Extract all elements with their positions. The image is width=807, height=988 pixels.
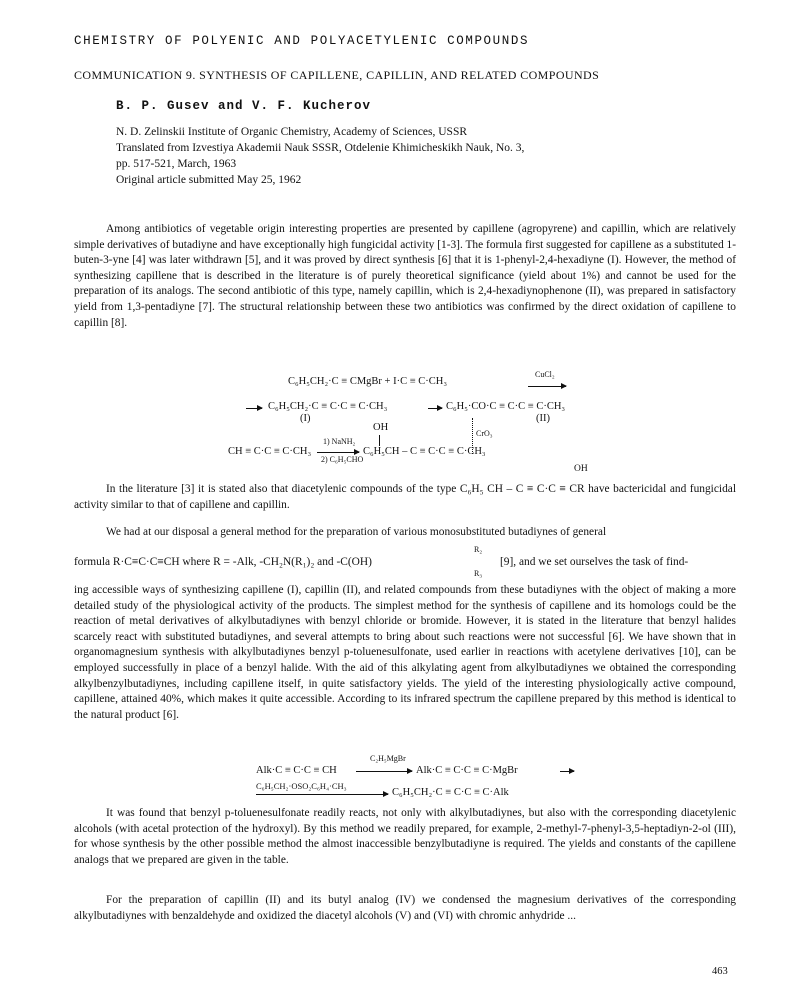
affiliation-line: N. D. Zelinskii Institute of Organic Chemistry, Academy of Sciences, USSR xyxy=(116,126,468,138)
page-number: 463 xyxy=(712,966,728,977)
scheme2-arrow-2 xyxy=(560,771,574,772)
paragraph-literature-a: In the literature [3] it is stated also that diacetylenic compounds of the type xyxy=(106,483,457,495)
scheme1-alcohol: C₆H₅CH – C ≡ C·C ≡ C·CH₃ xyxy=(363,446,486,457)
scheme1-arrow-1 xyxy=(528,386,566,387)
scheme1-reagent-nanh2: 1) NaNH₂ xyxy=(323,437,356,446)
paragraph-alcohols: It was found that benzyl p-toluenesulfonate readily reacts, not only with alkylbutadiynes, but also with the corresponding diacetylenic alcohols (with acetal protection of the hydroxyl). By this method we readily prepared, for example, 2-methyl-7-phenyl-3,5-heptadiyn-2-ol (III), for whose synthesis by the other possible method the almost inaccessible benzylbutadiyne is required. The yields and constants of the capillene analogs that we prepared are given in the table. xyxy=(74,807,736,866)
paragraph-capillin: For the preparation of capillin (II) and its butyl analog (IV) we condensed the magnesium derivatives of the corresponding alkylbutadiynes with benzaldehyde and oxidized the diacetyl alcohols (V) and (VI) with chromic anhydride ... xyxy=(74,894,736,922)
scheme2-product: C₆H₅CH₂·C ≡ C·C ≡ C·Alk xyxy=(392,787,509,798)
scheme1-capillin: C₆H₅·CO·C ≡ C·C ≡ C·CH₃ xyxy=(446,401,566,412)
pages-date: pp. 517-521, March, 1963 xyxy=(116,158,237,170)
paragraph-literature-b: have bactericidal and fungicidal activity similar to that of capillene and capillin. xyxy=(74,483,736,511)
scheme2-magnesium-derivative: Alk·C ≡ C·C ≡ C·MgBr xyxy=(416,765,518,776)
scheme1-oh: OH xyxy=(373,422,389,433)
oh-bond xyxy=(379,435,380,446)
translation-note: Translated from Izvestiya Akademii Nauk SSSR, Otdelenie Khimicheskikh Nauk, No. 3, xyxy=(116,142,525,154)
compound-label-II: (II) xyxy=(536,413,550,424)
scheme2-arrow-1 xyxy=(356,771,412,772)
substituent-r3: R₃ xyxy=(474,569,483,578)
scheme2-alkylbutadiyne: Alk·C ≡ C·C ≡ CH xyxy=(256,765,337,776)
substituent-r2: R₂ xyxy=(474,545,483,554)
inline-oh: OH xyxy=(574,464,588,474)
scheme2-reagent-tosylate: C₆H₅CH₂·OSO₂C₆H₄·CH₃ xyxy=(256,781,347,791)
communication-title: COMMUNICATION 9. SYNTHESIS OF CAPILLENE, CAPILLIN, AND RELATED COMPOUNDS xyxy=(74,68,600,82)
scheme1-reagent-cro3: CrO₃ xyxy=(476,429,493,438)
scheme1-pentadiyne: CH ≡ C·C ≡ C·CH₃ xyxy=(228,446,312,457)
compound-label-I: (I) xyxy=(300,413,311,424)
journal-header: CHEMISTRY OF POLYENIC AND POLYACETYLENIC COMPOUNDS xyxy=(74,34,530,48)
paragraph-method: We had at our disposal a general method for the preparation of various monosubstituted butadiynes of general xyxy=(106,526,607,538)
scheme1-reactants: C₆H₅CH₂·C ≡ CMgBr + I·C ≡ C·CH₃ xyxy=(288,376,448,387)
paragraph-intro: Among antibiotics of vegetable origin interesting properties are presented by capillene (agropyrene) and capillin, which are relatively simple derivatives of butadiyne and have exceptionally high fungicidal activity [1-3]. The formula first suggested for capillene as a substituted 1-buten-3-yne [4] was later withdrawn [5], and it was proved by direct synthesis [6] that it is 1-phenyl-2,4-hexadiyne (I). However, the method of synthesizing capillene that is described in the literature is of purely theoretical significance (yield about 1%) and cannot be used for the preparation of its analogs. The second antibiotic of this type, namely capillin, which is 2,4-hexadiynophenone (II), was prepared in satisfactory yield from 1,3-pentadiyne [7]. The structural relationship between these two antibiotics was confirmed by the direct oxidation of capillene to capillin [8]. xyxy=(74,223,736,329)
paragraph-synthesis: ing accessible ways of synthesizing capillene (I), capillin (II), and related compounds from these butadiynes with the object of making a more detailed study of the physiological activity of the products. The simplest method for the synthesis of capillene and its homologs could be the reaction of metal derivatives of alkylbutadiynes with benzyl chloride or bromide. However, it is stated in the literature that benzyl halides scarcely react with substituted butadiynes, and several attempts to bring about such reactions were not successful [6]. We have shown that in organomagnesium synthesis with alkylbutadiynes benzyl p-toluenesulfonate, used earlier in reactions with acetylene derivatives [10], can be employed successfully in place of a benzyl halide. With the aid of this alkylating agent from alkylbutadiynes we obtained the corresponding alkylbenzylbutadiynes, including capillene itself, in quite satisfactory yields. The yield of the interesting physiologically active compound, capillene, attained 40%, which makes it quite accessible. According to its infrared spectrum the capillene prepared by this method is identical to the natural product [6]. xyxy=(74,584,736,721)
scheme1-capillene: C₆H₅CH₂·C ≡ C·C ≡ C·CH₃ xyxy=(268,401,388,412)
scheme1-arrow-2 xyxy=(246,408,262,409)
formula-continuation: [9], and we set ourselves the task of find- xyxy=(500,556,689,568)
scheme1-arrow-4 xyxy=(317,452,359,453)
scheme1-arrow-3 xyxy=(428,408,442,409)
scheme1-reagent-benzaldehyde: 2) C₆H₅CHO xyxy=(321,455,364,464)
general-formula-line xyxy=(74,556,372,568)
scheme2-reagent-grignard: C₂H₅MgBr xyxy=(370,754,406,763)
general-formula: formula R·C≡C·C≡CH where R = -Alk, -CH₂N(R₁)₂ and -C(OH) xyxy=(74,556,372,568)
diacetylenic-type-formula: C₆H₅ CH – C ≡ C·C ≡ CR xyxy=(459,483,585,495)
submission-date: Original article submitted May 25, 1962 xyxy=(116,174,302,186)
paragraph-literature xyxy=(74,482,736,513)
scheme1-reagent-cucl2: CuCl₂ xyxy=(535,370,555,379)
authors: B. P. Gusev and V. F. Kucherov xyxy=(116,99,372,113)
scheme2-arrow-3 xyxy=(256,794,388,795)
